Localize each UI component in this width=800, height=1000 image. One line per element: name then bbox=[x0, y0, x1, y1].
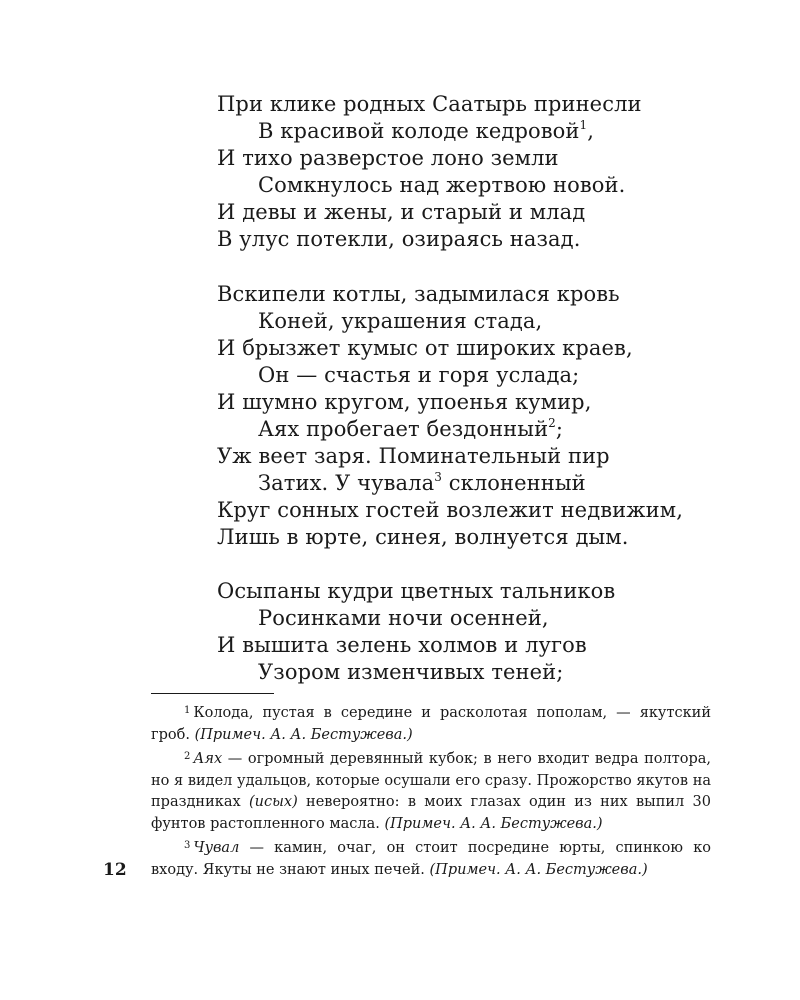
poem-line: Вскипели котлы, задымилася кровь bbox=[217, 282, 620, 306]
footnote-ref-1: 1 bbox=[579, 118, 588, 132]
footnote-source: (Примеч. А. А. Бестужева.) bbox=[194, 726, 413, 743]
poem-line: Узором изменчивых теней; bbox=[258, 660, 564, 684]
poem-line: Сомкнулось над жертвою новой. bbox=[258, 173, 626, 197]
footnote-mark: 1 bbox=[184, 705, 191, 716]
poem-line: Лишь в юрте, синея, волнуется дым. bbox=[217, 525, 629, 549]
poem-line: В улус потекли, озираясь назад. bbox=[217, 227, 581, 251]
poem-line: Он — счастья и горя услада; bbox=[258, 363, 580, 387]
footnote-ref-2: 2 bbox=[548, 416, 556, 430]
poem-line: Круг сонных гостей возлежит недвижим, bbox=[217, 498, 683, 522]
poem-line: В красивой колоде кедровой$^1$, bbox=[258, 118, 595, 143]
footnote-1: $^1$ Колода, пустая в середине и расколотая пополам, — якутский гроб. (Примеч. А. А. Бестужева.) bbox=[151, 705, 711, 743]
poem-line: Уж веет заря. Поминательный пир bbox=[217, 444, 610, 468]
footnote-term: Чувал bbox=[193, 840, 240, 856]
poem-line: И девы и жены, и старый и млад bbox=[217, 200, 586, 224]
footnote-term: (исых) bbox=[248, 794, 298, 810]
footnote-source: (Примеч. А. А. Бестужева.) bbox=[429, 861, 648, 878]
footnote-divider bbox=[151, 693, 274, 694]
footnotes bbox=[151, 700, 711, 881]
page-number: 12 bbox=[103, 860, 127, 880]
footnote-mark: 3 bbox=[184, 840, 191, 851]
poem-line: Коней, украшения стада, bbox=[258, 309, 543, 333]
poem-line: Аях пробегает бездонный$^2$; bbox=[258, 416, 564, 441]
footnote-2: $^2$ Аях — огромный деревянный кубок; в него входит ведра полтора, но я видел удальцов, которые осушали его сразу. Прожорство якутов на праздниках (исых) невероятно: в моих глазах один из них выпил 30 фунтов растопленного масла. (Примеч. А. А. Бестужева.) bbox=[151, 751, 712, 832]
footnote-source: (Примеч. А. А. Бестужева.) bbox=[384, 815, 603, 832]
footnote-mark: 2 bbox=[184, 751, 191, 762]
poem-line: И вышита зелень холмов и лугов bbox=[217, 633, 587, 657]
footnote-ref-3: 3 bbox=[434, 470, 442, 484]
poem-line: И шумно кругом, упоенья кумир, bbox=[217, 390, 592, 414]
footnote-term: Аях bbox=[193, 751, 223, 767]
poem-line: И тихо разверстое лоно земли bbox=[217, 146, 559, 170]
poem-line: Росинками ночи осенней, bbox=[258, 606, 549, 630]
footnote-3: $^3$ Чувал — камин, очаг, он стоит посредине юрты, спинкою ко входу. Якуты не знают иных печей. (Примеч. А. А. Бестужева.) bbox=[151, 840, 711, 878]
poem-line: И брызжет кумыс от широких краев, bbox=[217, 336, 633, 360]
poem-line: Осыпаны кудри цветных тальников bbox=[217, 579, 616, 603]
poem-line: Затих. У чувала$^3$ склоненный bbox=[258, 470, 586, 495]
poem-line: При клике родных Саатырь принесли bbox=[217, 92, 642, 116]
